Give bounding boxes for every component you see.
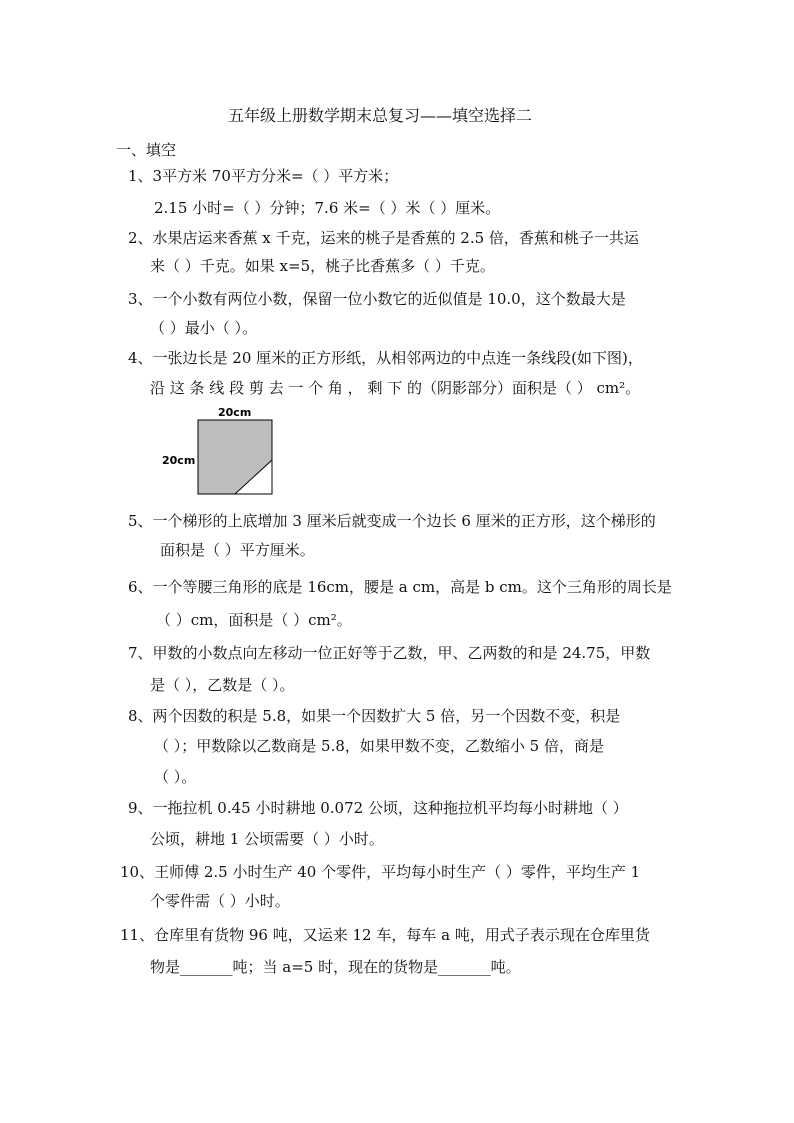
section-heading: 一、填空 (116, 141, 177, 159)
q6-line2: （ ）cm，面积是（ ）cm²。 (156, 611, 352, 629)
q6-line1: 6、一个等腰三角形的底是 16cm，腰是 a cm，高是 b cm。这个三角形的周长是 (128, 578, 672, 596)
q4-line1: 4、一张边长是 20 厘米的正方形纸，从相邻两边的中点连一条线段(如下图)， (128, 349, 643, 367)
diagram-top-label: 20cm (218, 406, 252, 419)
q2-line1: 2、水果店运来香蕉 x 千克，运来的桃子是香蕉的 2.5 倍，香蕉和桃子一共运 (128, 229, 639, 247)
q2-line2: 来（ ）千克。如果 x=5，桃子比香蕉多（ ）千克。 (150, 257, 495, 275)
q1-line2: 2.15 小时=（ ）分钟；7.6 米=（ ）米（ ）厘米。 (154, 199, 501, 217)
q4-line2: 沿 这 条 线 段 剪 去 一 个 角 ， 剩 下 的（阴影部分）面积是（ ） cm²。 (150, 379, 641, 397)
q1-line1: 1、3平方米 70平方分米=（ ）平方米； (128, 167, 399, 185)
q8-line2: （ ）；甲数除以乙数商是 5.8，如果甲数不变，乙数缩小 5 倍，商是 (154, 737, 604, 755)
q11-line1: 11、仓库里有货物 96 吨，又运来 12 车，每车 a 吨，用式子表示现在仓库里货 (120, 926, 650, 944)
q9-line1: 9、一拖拉机 0.45 小时耕地 0.072 公顷，这种拖拉机平均每小时耕地（ ） (128, 799, 628, 817)
q5-line2: 面积是（ ）平方厘米。 (160, 541, 315, 559)
q10-line1: 10、王师傅 2.5 小时生产 40 个零件，平均每小时生产（ ）零件，平均生产 1 (120, 863, 641, 881)
q8-line3: （ ）。 (154, 768, 197, 786)
q3-line2: （ ）最小（ ）。 (150, 319, 258, 337)
q5-line1: 5、一个梯形的上底增加 3 厘米后就变成一个边长 6 厘米的正方形，这个梯形的 (128, 512, 656, 530)
square-diagram (160, 404, 290, 504)
q3-line1: 3、一个小数有两位小数，保留一位小数它的近似值是 10.0，这个数最大是 (128, 290, 626, 308)
q7-line2: 是（ ），乙数是（ ）。 (150, 676, 295, 694)
q10-line2: 个零件需（ ）小时。 (150, 892, 290, 910)
q7-line1: 7、甲数的小数点向左移动一位正好等于乙数，甲、乙两数的和是 24.75，甲数 (128, 644, 651, 662)
q8-line1: 8、两个因数的积是 5.8，如果一个因数扩大 5 倍，另一个因数不变，积是 (128, 707, 621, 725)
diagram-side-label: 20cm (162, 454, 196, 467)
page-title: 五年级上册数学期末总复习——填空选择二 (228, 106, 533, 125)
q11-line2: 物是_______吨；当 a=5 时，现在的货物是_______吨。 (150, 958, 521, 976)
q9-line2: 公顷，耕地 1 公顷需要（ ）小时。 (150, 830, 384, 848)
